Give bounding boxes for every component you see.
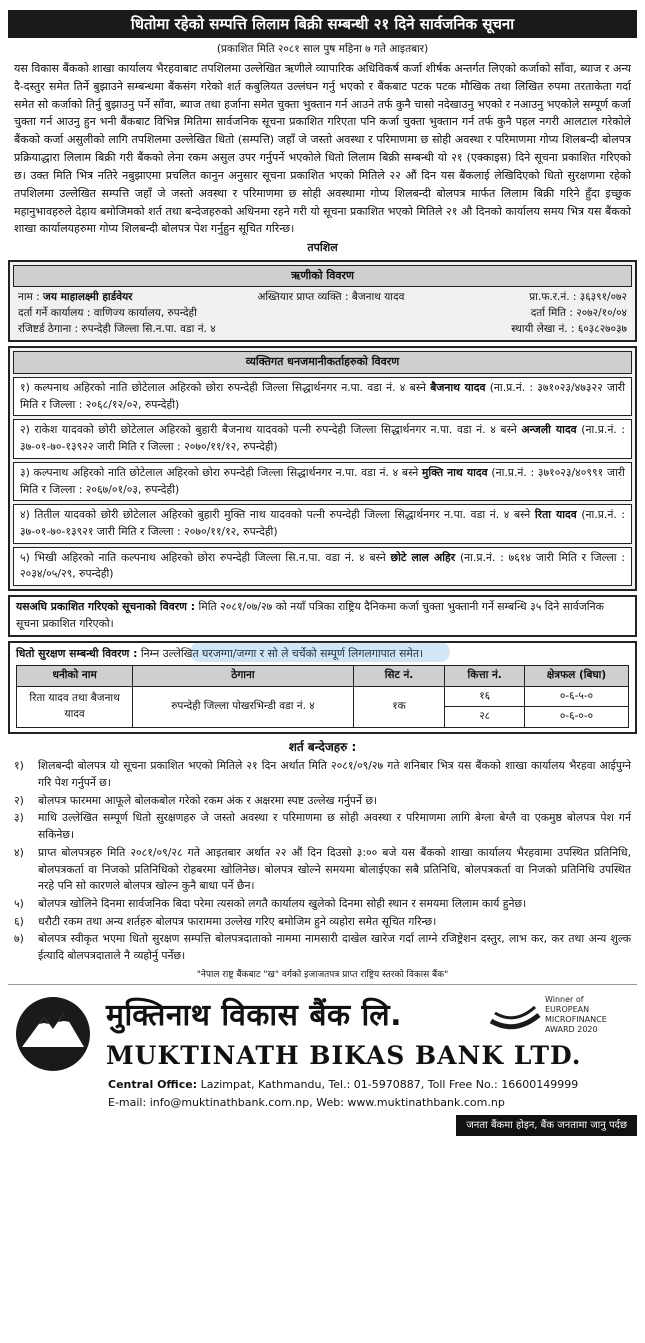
license-note: "नेपाल राष्ट्र बैंकबाट "ख" वर्गको इजाजतपत्र प्राप्त राष्ट्रिय स्तरको विकास बैंक" — [196, 969, 449, 980]
condition-item — [14, 896, 631, 913]
guarantor-item — [13, 547, 632, 586]
condition-text: बोलपत्र खोलिने दिनमा सार्वजनिक बिदा परेमा त्यसको लगतै कार्यालय खुलेको दिनमा सोही स्थान र समयमा लिलाम कार्य हुनेछ। — [38, 897, 527, 910]
address-cell: रुपन्देही जिल्ला पोखरभिन्डी वडा नं. ४ — [133, 686, 353, 728]
registration-date: दर्ता मिति : २०७२/१०/०४ — [530, 306, 627, 319]
condition-item — [14, 793, 631, 810]
award-line: EUROPEAN — [545, 1005, 590, 1015]
guarantor-desc: ३) कल्पनाथ अहिरको नाति छोटेलाल अहिरको छोरा रुपन्देही जिल्ला सिद्धार्थनगर न.पा. वडा नं. ४ बस्ने — [20, 465, 422, 479]
guarantor-id: (ना.प्र.नं. : ३७१०२३/४७३२२ जारी मिति र जिल्ला : २०६८/१२/०२, रुपन्देही) — [20, 380, 625, 411]
guarantor-id: (ना.प्र.नं. : ३७-०१-७०-१३९२२ जारी मिति र जिल्ला : २०७०/११/१२, रुपन्देही) — [20, 423, 626, 454]
condition-text: शिलबन्दी बोलपत्र यो सूचना प्रकाशित भएको मितिले २१ दिन अर्थात मिति २०८१/०९/२७ गते शनिबार भित्र यस बैंकको शाखा कार्यालय भैरहवा आईपुग्ने गरि पेश गर्नुपर्ने छ। — [38, 759, 631, 789]
condition-number: ५) — [14, 897, 24, 910]
condition-number: ६) — [14, 914, 24, 928]
condition-text: बोलपत्र फारममा आफूले बोलकबोल गरेको रकम अंक र अक्षरमा स्पष्ट उल्लेख गर्नुपर्ने छ। — [38, 793, 378, 807]
area-cell: ०-६-०-० — [524, 707, 628, 728]
kitta-cell: १६ — [445, 686, 525, 707]
guarantors-heading: व्यक्तिगत धनजमानीकर्ताहरुको विवरण — [13, 351, 632, 374]
award-line: AWARD 2020 — [545, 1025, 598, 1035]
col-kitta: कित्ता नं. — [445, 665, 525, 686]
previous-notice — [8, 595, 637, 636]
guarantor-desc: ५) भिखी अहिरको नाति कल्पनाथ अहिरको छोरा रुपन्देही जिल्ला सि.न.पा. वडा नं. ४ बस्ने — [20, 550, 391, 564]
guarantor-name: अन्जली यादव — [521, 423, 577, 437]
guarantor-item — [13, 504, 632, 543]
bank-name-nepali: मुक्तिनाथ विकास बैंक लि. — [106, 998, 403, 1034]
bank-footer — [8, 984, 637, 1144]
collateral-heading — [16, 646, 629, 662]
guarantor-name: छोटे लाल अहिर — [390, 550, 456, 564]
sheet-cell: १क — [353, 686, 445, 728]
registering-office: दर्ता गर्ने कार्यालय : वाणिज्य कार्यालय, रुपन्देही — [18, 306, 197, 319]
central-office-label: Central Office: — [108, 1078, 198, 1092]
condition-number: ७) — [14, 932, 24, 946]
collateral-text: निम्न उल्लेखित घरजग्गा/जग्गा र सो ले चर्चेको सम्पूर्ण लिगलगापात समेत। — [137, 646, 424, 660]
area-cell: ०-६-५-० — [524, 686, 628, 707]
borrower-heading: ऋणीको विवरण — [13, 265, 632, 288]
col-address: ठेगाना — [133, 665, 353, 686]
bank-slogan: जनता बैंकमा होइन, बैंक जनतामा जानु पर्दछ — [456, 1115, 637, 1136]
central-office — [108, 1077, 578, 1094]
guarantors-box — [8, 346, 637, 591]
guarantor-desc: ४) तितील यादवको छोरी छोटेलाल अहिरको बुहारी मुक्ति नाथ यादवको पत्नी रुपन्देही जिल्ला सिद्धार्थनगर न.पा. वडा नं. ४ बस्ने — [20, 508, 535, 522]
award-line: Winner of — [545, 995, 584, 1005]
condition-text: धरौटी रकम तथा अन्य शर्तहरु बोलपत्र फाराममा उल्लेख गरिए बमोजिम हुने व्यहोरा समेत सूचित गरिन्छ। — [38, 914, 437, 928]
permanent-account: स्थायी लेखा नं. : ६०३८२७०३७ — [511, 322, 627, 335]
authorized-person: अख्तियार प्राप्त व्यक्ति : बैजनाथ यादव — [257, 291, 405, 304]
col-owner: धनीको नाम — [17, 665, 133, 686]
mountain-logo-icon — [14, 995, 92, 1073]
award-swoosh-icon — [487, 995, 543, 1035]
award-text — [545, 995, 607, 1035]
borrower-box — [8, 260, 637, 343]
bank-logo — [14, 995, 92, 1073]
table-row — [17, 686, 629, 707]
condition-item — [14, 758, 631, 791]
contact-info: E-mail: info@muktinathbank.com.np, Web: www.muktinathbank.com.np — [108, 1096, 505, 1110]
collateral-table — [16, 665, 629, 728]
condition-item — [14, 931, 631, 964]
borrower-row-1 — [10, 290, 635, 306]
condition-number: ३) — [14, 811, 24, 825]
guarantor-id: (ना.प्र.नं. : ३७-०१-७०-१३९२१ जारी मिति र जिल्ला : २०७०/११/१२, रुपन्देही) — [20, 508, 626, 539]
guarantor-name: मुक्ति नाथ यादव — [421, 465, 488, 479]
conditions-title: शर्त बन्देजहरु : — [288, 740, 357, 755]
condition-item — [14, 914, 631, 931]
guarantor-item — [13, 419, 632, 458]
collateral-label: धितो सुरक्षण सम्बन्धी विवरण : — [16, 646, 138, 660]
guarantor-name: रिता यादव — [534, 508, 577, 522]
condition-text: बोलपत्र स्वीकृत भएमा धितो सुरक्षण सम्पत्ति बोलपत्रदाताको नाममा नामसारी दाखेल खारेज गर्दा लाग्ने रजिष्ट्रेशन दस्तुर, लाभ कर, कर तथा अन्य शुल्क ईत्यादि बोलपत्रदाताले नै व्यहोर्नु पर्नेछ। — [38, 932, 631, 963]
conditions-list — [8, 758, 637, 965]
condition-number: २) — [14, 793, 24, 807]
borrower-name-label: नाम : — [18, 291, 40, 304]
borrower-row-2 — [10, 306, 635, 322]
borrower-row-3 — [10, 322, 635, 338]
condition-item — [14, 810, 631, 843]
pan-number: प्रा.फ.र.नं. : ३६३९१/०७२ — [529, 291, 627, 304]
published-date: (प्रकाशित मिति २०८१ साल पुष महिना ७ गते आइतबार) — [216, 43, 429, 56]
guarantor-id: (ना.प्र.नं. : ७६१४ जारी मिति र जिल्ला : २०३४/०५/२९, रुपन्देही) — [20, 550, 625, 581]
guarantor-desc: २) राकेश यादवको छोरी छोटेलाल अहिरको बुहारी बैजनाथ यादवको पत्नी रुपन्देही जिल्ला सिद्धार्थनगर न.पा. वडा नं. ४ बस्ने — [20, 423, 522, 437]
previous-notice-label: यसअघि प्रकाशित गरिएको सूचनाको विवरण : — [16, 600, 196, 614]
condition-item — [14, 845, 631, 895]
award-line: MICROFINANCE — [545, 1015, 607, 1025]
notice-body: यस विकास बैंकको शाखा कार्यालय भैरहवाबाट तपशिलमा उल्लेखित ऋणीले व्यापारिक अधिविकर्ष कर्जा शीर्षक अन्तर्गत लिएको कर्जाको साँवा, ब्याज र अन्य दै-दस्तुर समेत तिर्ने बुझाउने सम्बन्धमा बैंकसंग गरेको शर्त कबुलियत उल्लंघन गर्नु भएको र बैंकबाट पटक पटक मौखिक तथा लिखित रुपमा तरताकेता गर्दा समेत सो कर्जाको तिर्नु बुझाउनु पर्ने साँवा, ब्याज तथा हर्जाना समेत चुक्ता भुक्तान गर्न आउने तर्फ कुनै चासो नदेखाउनु भएको र नआउनु भएकोले सम्पूर्ण कर्जा चुक्ता गर्न आउनु हुन भनी बैंकबाट विभिन्न मितिमा सार्वजनिक सूचना प्रकाशित गरिएता पनि कर्जा चुक्ता भुक्तान गर्न तर्फ कुनै पहल नगरी आलटाल गरेकोले बैंकको कर्जा असुलीको लागि तपशिलमा उल्लेखित धितो (सम्पत्ति) जहाँ जे जस्तो अवस्था र परिमाणमा छ सोही अवस्था र परिमाणमा गोप्य शिलबन्दी बोलपत्र प्रक्रियाद्धारा लिलाम बिक्री गरी बैंकको लेना रकम असुल उपर गर्नुपर्ने भएकोले धितो लिलाम बिक्री सम्बन्धी यो २१ (एक्काइस) दिने सूचना प्रकाशित गरिएको छ। उक्त मिति भित्र नतिरे नबुझाएमा प्रचलित कानुन अनुसार सूचना प्रकाशित भएको मितिले २२ औं दिन यस बैंकलाई लेखिदिएको धितो सुरक्षणमा रहेको तपशिलमा उल्लेखित सम्पत्ति जहाँ जे जस्तो अवस्था र परिमाणमा छ सोही अवस्थामा गोप्य शिलबन्दी बोलपत्र मार्फत लिलाम बिक्री गरिने हुँदा इच्छुक महानुभावहरुले देहाय बमोजिमको शर्त तथा बन्देजहरुको अधिनमा रहने गरी यो सूचना प्रकाशित भएको मितिले २१ औ दिनको कार्यालय समय भित्र यस बैंकको शाखा कार्यालयहरुमा गोप्य शिलबन्दी बोलपत्र पेश गर्नुहुन सूचित गरिन्छ। — [14, 62, 631, 236]
guarantor-id: (ना.प्र.नं. : ३७१०२३/४०९९१ जारी मिति र जिल्ला : २०६७/०१/०३, रुपन्देही) — [20, 465, 625, 496]
registered-address: रजिष्टर्ड ठेगाना : रुपन्देही जिल्ला सि.न.पा. वडा नं. ४ — [18, 322, 216, 335]
guarantor-desc: १) कल्पनाथ अहिरको नाति छोटेलाल अहिरको छोरा रुपन्देही जिल्ला सिद्धार्थनगर न.पा. वडा नं. ४ बस्ने — [20, 380, 431, 394]
col-sheet: सिट नं. — [353, 665, 445, 686]
condition-number: १) — [14, 759, 24, 773]
borrower-name-field — [18, 290, 132, 306]
condition-text: प्राप्त बोलपत्रहरु मिति २०८१/०९/२८ गते आइतबार अर्थात २२ औं दिन दिउसो ३:०० बजे यस बैंकको शाखा कार्यालय भैरहवामा उपस्थित प्रतिनिधि, बोलपत्रकर्ता वा निजको प्रतिनिधिको रोहबरमा खोलिनेछ। बोलपत्र खोल्ने समयमा बोलाईएका सबै प्रतिनिधि, बोलपत्रकर्ता वा निजको प्रतिनिधि उपस्थित नरहे पनि सो कारणले बोलपत्र खोल्न कुनै बाधा पर्ने छैन। — [38, 845, 631, 893]
guarantor-name: बैजनाथ यादव — [430, 380, 486, 394]
owner-cell: रिता यादव तथा बैजनाथ यादव — [17, 686, 133, 728]
schedule-label: तपशिल — [307, 241, 338, 255]
collateral-box — [8, 641, 637, 734]
table-header-row — [17, 665, 629, 686]
award-badge — [487, 995, 617, 1041]
central-office-text: Lazimpat, Kathmandu, Tel.: 01-5970887, Toll Free No.: 16600149999 — [197, 1078, 579, 1092]
guarantor-item — [13, 462, 632, 501]
notice-title: धितोमा रहेको सम्पत्ति लिलाम बिक्री सम्बन्धी २१ दिने सार्वजनिक सूचना — [8, 10, 637, 38]
kitta-cell: २८ — [445, 707, 525, 728]
borrower-name: जय माहालक्ष्मी हार्डवेयर — [43, 291, 133, 304]
col-area: क्षेत्रफल (बिघा) — [524, 665, 628, 686]
condition-text: माथि उल्लेखित सम्पूर्ण धितो सुरक्षणहरु जे जस्तो अवस्था र परिमाणमा छ सोही अवस्था र परिमाणमा लागि बेग्ला बेग्लै वा एकमुष्ठ बोलपत्र पेश गर्न सकिनेछ। — [38, 811, 631, 842]
previous-notice-text: मिति २०८१/०७/२७ को नयाँ पत्रिका राष्ट्रिय दैनिकमा कर्जा चुक्ता भुक्तानी गर्ने सम्बन्धि ३५ दिने सार्वजनिक सूचना प्रकाशित गरिएको। — [16, 600, 604, 630]
bank-name-english: MUKTINATH BIKAS BANK LTD. — [106, 1041, 582, 1071]
condition-number: ४) — [14, 845, 24, 859]
guarantor-item — [13, 377, 632, 416]
